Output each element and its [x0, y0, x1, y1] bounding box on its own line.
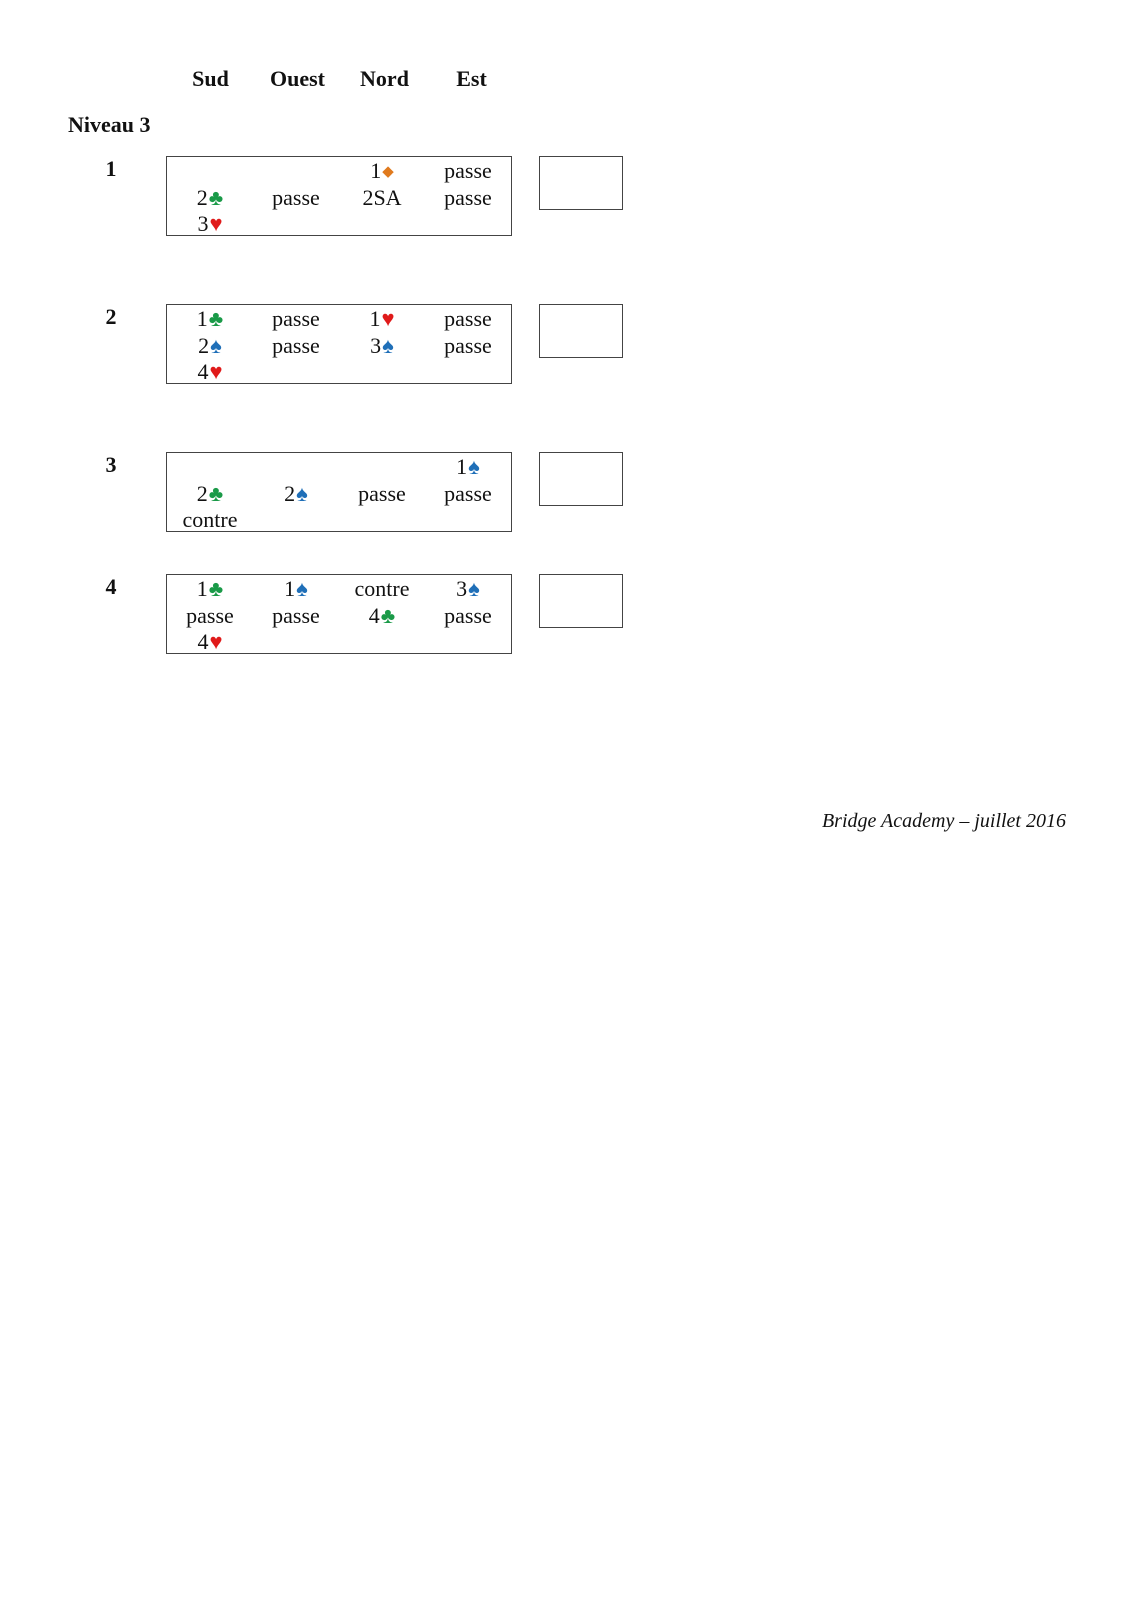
- bid-sud: [167, 576, 253, 603]
- bid-est: passe: [444, 480, 492, 506]
- bid-row: [167, 185, 511, 212]
- bid-est: [425, 211, 511, 238]
- bid-level: 3: [370, 332, 382, 358]
- heart-icon: ♥: [209, 359, 223, 384]
- deal-number-1: 1: [105, 156, 117, 181]
- bid-row: [167, 333, 511, 360]
- bid-level: 1: [456, 454, 468, 479]
- bid-sud: passe: [186, 602, 234, 628]
- club-icon: ♣: [208, 306, 224, 331]
- bid-level: 1: [370, 158, 382, 183]
- auction-box-2: [166, 304, 512, 384]
- bid-row: [167, 603, 511, 630]
- bid-nord: 2SA: [362, 184, 402, 210]
- heart-icon: ♥: [209, 629, 223, 654]
- bid-est: [425, 507, 511, 534]
- bid-row: [167, 211, 511, 238]
- bid-sud: [167, 629, 253, 656]
- bid-sud: [167, 454, 253, 481]
- bid-est: [425, 576, 511, 603]
- answer-box-3[interactable]: [539, 452, 623, 506]
- bid-nord: contre: [354, 576, 410, 601]
- bid-sud: [167, 185, 253, 212]
- deal-number-4: 4: [105, 574, 117, 599]
- bid-ouest: [253, 629, 339, 656]
- answer-box-1[interactable]: [539, 156, 623, 210]
- heart-icon: ♥: [381, 306, 395, 331]
- bid-nord: [339, 306, 425, 333]
- spade-icon: ♠: [296, 480, 308, 506]
- bid-level: 4: [197, 359, 209, 384]
- bid-ouest: passe: [272, 184, 320, 210]
- club-icon: ♣: [208, 480, 224, 506]
- answer-box-4[interactable]: [539, 574, 623, 628]
- bid-level: 3: [456, 576, 468, 601]
- spade-icon: ♠: [468, 576, 480, 601]
- spade-icon: ♠: [210, 332, 222, 358]
- auction-box-1: [166, 156, 512, 236]
- bid-sud: [167, 333, 253, 360]
- bid-level: 2: [284, 480, 296, 506]
- bid-nord: [339, 158, 425, 185]
- bid-sud: contre: [182, 507, 238, 532]
- bid-nord: [339, 359, 425, 386]
- deal-number-3: 3: [105, 452, 117, 477]
- bid-ouest: [253, 158, 339, 185]
- diamond-icon: ◆: [382, 164, 394, 180]
- spade-icon: ♠: [468, 454, 480, 479]
- bid-level: 1: [196, 306, 208, 331]
- bid-nord: [339, 211, 425, 238]
- seat-header: [167, 66, 515, 96]
- club-icon: ♣: [380, 602, 396, 628]
- column-sud: Sud: [192, 66, 229, 91]
- bid-level: 1: [284, 576, 296, 601]
- column-ouest: Ouest: [270, 66, 325, 91]
- bid-row: [167, 576, 511, 603]
- club-icon: ♣: [208, 184, 224, 210]
- bid-row: [167, 507, 511, 534]
- bid-level: 2: [196, 480, 208, 506]
- bid-est: [425, 359, 511, 386]
- auction-box-3: [166, 452, 512, 532]
- bid-row: [167, 454, 511, 481]
- column-est: Est: [456, 66, 487, 91]
- bid-est: passe: [444, 602, 492, 628]
- bid-ouest: [253, 211, 339, 238]
- bid-row: [167, 629, 511, 656]
- column-nord: Nord: [360, 66, 409, 91]
- spade-icon: ♠: [382, 332, 394, 358]
- bid-level: 1: [369, 306, 381, 331]
- bid-nord: passe: [358, 480, 406, 506]
- bid-sud: [167, 211, 253, 238]
- bid-est: passe: [444, 332, 492, 358]
- bid-nord: [339, 333, 425, 360]
- heart-icon: ♥: [209, 211, 223, 236]
- bid-nord: [339, 507, 425, 534]
- bid-ouest: [253, 359, 339, 386]
- bid-est: [425, 629, 511, 656]
- bid-est: [425, 454, 511, 481]
- level-title: Niveau 3: [68, 112, 151, 137]
- bid-sud: [167, 481, 253, 508]
- bid-level: 2: [196, 184, 208, 210]
- bid-sud: [167, 306, 253, 333]
- bid-row: [167, 359, 511, 386]
- bid-nord: [339, 629, 425, 656]
- bid-nord: [339, 603, 425, 630]
- bid-level: 2: [198, 332, 210, 358]
- bid-ouest: passe: [272, 602, 320, 628]
- bid-ouest: [253, 481, 339, 508]
- answer-box-2[interactable]: [539, 304, 623, 358]
- bid-ouest: [253, 507, 339, 534]
- bid-ouest: passe: [272, 332, 320, 358]
- bid-level: 4: [368, 602, 380, 628]
- footer-credit: Bridge Academy – juillet 2016: [821, 810, 1066, 832]
- bid-est: passe: [444, 184, 492, 210]
- bid-ouest: passe: [272, 306, 320, 331]
- bid-level: 3: [197, 211, 209, 236]
- bid-ouest: [253, 454, 339, 481]
- bid-ouest: [253, 576, 339, 603]
- bid-row: [167, 158, 511, 185]
- bid-nord: [339, 454, 425, 481]
- bid-level: 1: [196, 576, 208, 601]
- club-icon: ♣: [208, 576, 224, 601]
- bid-sud: [167, 158, 253, 185]
- bid-est: passe: [444, 158, 492, 183]
- deal-number-2: 2: [105, 304, 117, 329]
- auction-box-4: [166, 574, 512, 654]
- bid-est: passe: [444, 306, 492, 331]
- bid-row: [167, 481, 511, 508]
- spade-icon: ♠: [296, 576, 308, 601]
- bid-level: 4: [197, 629, 209, 654]
- bid-row: [167, 306, 511, 333]
- bid-sud: [167, 359, 253, 386]
